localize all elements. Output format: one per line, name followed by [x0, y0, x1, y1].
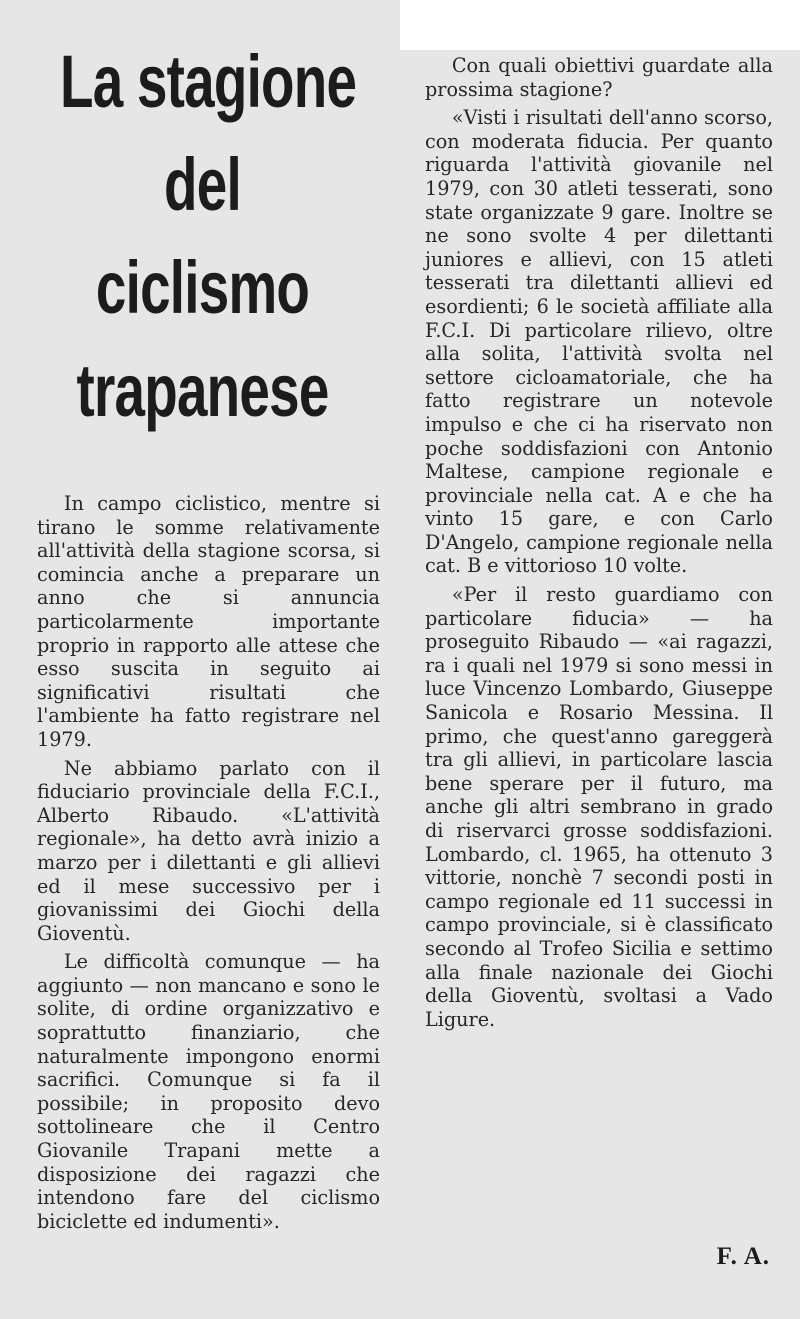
clipping-notch — [400, 0, 800, 50]
paragraph: «Per il resto guardiamo con particolare fiducia» — ha proseguito Ribaudo — «ai ragazzi, ra i quali nel 1979 si sono messi in luce Vincenzo Lombardo, Giuseppe Sanicola e Rosario Messina. Il primo, che quest'anno gareggerà tra gli allievi, in particolare lascia bene sperare per il futuro, ma anche gli altri sembrano in grado di riservarci grosse soddisfazioni. Lombardo, cl. 1965, ha ottenuto 3 vittorie, nonchè 7 secondi posti in campo regionale ed 11 successi in campo provinciale, si è classificato secondo al Trofeo Sicilia e settimo alla finale nazionale dei Giochi della Gioventù, svoltasi a Vado Ligure. — [425, 583, 773, 1031]
headline — [60, 30, 357, 442]
paragraph: In campo ciclistico, mentre si tirano le somme relativamente all'attività della stagione scorsa, si comincia anche a preparare un anno che si annuncia particolarmente importante proprio in rapporto alle attese che esso suscita in seguito ai significativi risultati che l'ambiente ha fatto registrare nel 1979. — [37, 492, 380, 751]
headline-line: ciclismo — [95, 246, 310, 329]
author-signature: F. A. — [716, 1243, 770, 1270]
interview-question: Con quali obiettivi guardate alla prossima stagione? — [425, 54, 773, 101]
paragraph: Le difficoltà comunque — ha aggiunto — non mancano e sono le solite, di ordine organizzativo e soprattutto finanziario, che naturalmente impongono enormi sacrifici. Comunque si fa il possibile; in proposito devo sottolineare che il Centro Giovanile Trapani mette a disposizione dei ragazzi che intendono fare del ciclismo biciclette ed indumenti». — [37, 950, 380, 1233]
headline-line: La stagione — [60, 40, 357, 123]
paragraph: «Visti i risultati dell'anno scorso, con moderata fiducia. Per quanto riguarda l'attività giovanile nel 1979, con 30 atleti tesserati, sono state organizzate 9 gare. Inoltre se ne sono svolte 4 per dilettanti juniores e allievi, con 15 atleti tesserati tra dilettanti allievi ed esordienti; 6 le società affiliate alla F.C.I. Di particolare rilievo, oltre alla solita, l'attività svolta nel settore cicloamatoriale, che ha fatto registrare un notevole impulso e che ci ha riservato non poche soddisfazioni con Antonio Maltese, campione regionale e provinciale nella cat. A e che ha vinto 15 gare, e con Carlo D'Angelo, campione regionale nella cat. B e vittorioso 10 volte. — [425, 106, 773, 578]
right-column — [425, 54, 773, 1031]
paragraph: Ne abbiamo parlato con il fiduciario provinciale della F.C.I., Alberto Ribaudo. «L'attività regionale», ha detto avrà inizio a marzo per i dilettanti e gli allievi ed il mese successivo per i giovanissimi dei Giochi della Gioventù. — [37, 756, 380, 945]
left-column — [37, 492, 380, 1233]
headline-line: trapanese — [76, 349, 329, 432]
headline-line: del — [164, 143, 241, 226]
